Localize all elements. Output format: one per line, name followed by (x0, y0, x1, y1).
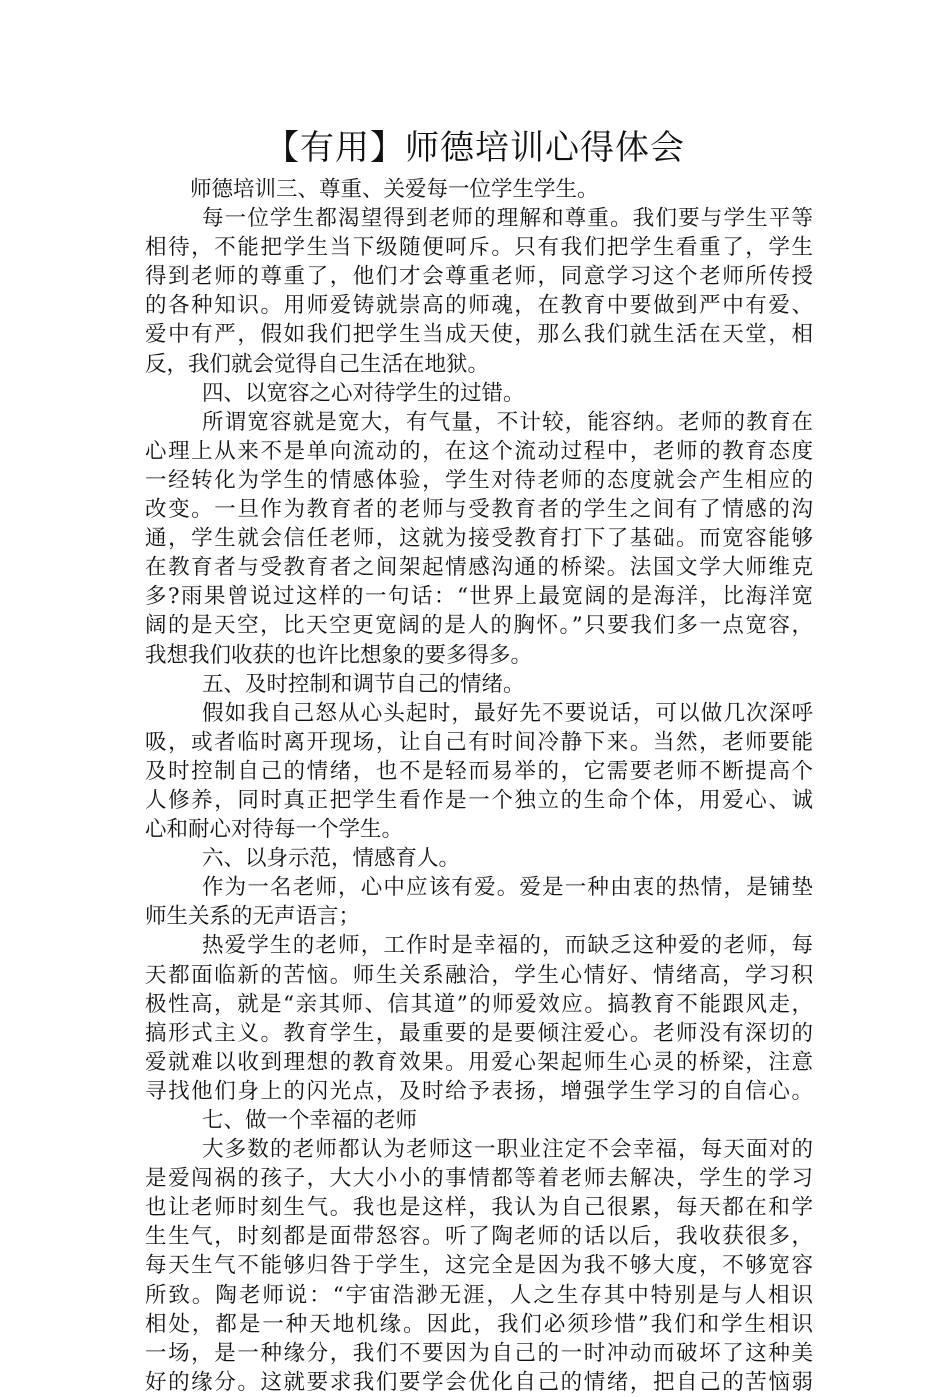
document-body (145, 175, 813, 1397)
text-line: 心理上从来不是单向流动的，在这个流动过程中，老师的教育态度 (145, 438, 813, 464)
text-line: 的各种知识。用师爱铸就崇高的师魂，在教育中要做到严中有爱、 (145, 293, 813, 319)
text-line: 得到老师的尊重了，他们才会尊重老师，同意学习这个老师所传授 (145, 264, 813, 290)
text-line: 大多数的老师都认为老师这一职业注定不会幸福，每天面对的 (202, 1137, 813, 1163)
text-line: 四、以宽容之心对待学生的过错。 (202, 380, 525, 406)
text-line: 相待，不能把学生当下级随便呵斥。只有我们把学生看重了，学生 (145, 235, 813, 261)
text-line: 一场，是一种缘分，我们不要因为自己的一时冲动而破坏了这种美 (145, 1340, 813, 1366)
text-line: 假如我自己怒从心头起时，最好先不要说话，可以做几次深呼 (202, 700, 813, 726)
text-line: 心和耐心对待每一个学生。 (145, 817, 404, 843)
text-line: 极性高，就是“亲其师、信其道”的师爱效应。搞教育不能跟风走， (145, 991, 813, 1017)
text-line: 我想我们收获的也许比想象的要多得多。 (145, 642, 533, 668)
text-line: 通，学生就会信任老师，这就为接受教育打下了基础。而宽容能够 (145, 526, 813, 552)
text-line: 一经转化为学生的情感体验，学生对待老师的态度就会产生相应的 (145, 467, 813, 493)
text-line: 天都面临新的苦恼。师生关系融洽，学生心情好、情绪高，学习积 (145, 962, 813, 988)
text-line: 每一位学生都渴望得到老师的理解和尊重。我们要与学生平等 (202, 206, 813, 232)
text-line: 所谓宽容就是宽大，有气量，不计较，能容纳。老师的教育在 (202, 409, 813, 435)
text-line: 多?雨果曾说过这样的一句话：“世界上最宽阔的是海洋，比海洋宽 (145, 584, 813, 610)
text-line: 作为一名老师，心中应该有爱。爱是一种由衷的热情，是铺垫 (202, 875, 813, 901)
text-line: 相处，都是一种天地机缘。因此，我们必须珍惜”我们和学生相识 (145, 1311, 813, 1337)
text-line: 爱中有严，假如我们把学生当成天使，那么我们就生活在天堂，相 (145, 322, 813, 348)
text-line: 改变。一旦作为教育者的老师与受教育者的学生之间有了情感的沟 (145, 497, 813, 523)
text-line: 生生气，时刻都是面带怒容。听了陶老师的话以后，我收获很多， (145, 1224, 813, 1250)
text-line: 吸，或者临时离开现场，让自己有时间冷静下来。当然，老师要能 (145, 729, 813, 755)
text-line: 也让老师时刻生气。我也是这样，我认为自己很累，每天都在和学 (145, 1195, 813, 1221)
text-line: 七、做一个幸福的老师 (202, 1108, 418, 1133)
text-line: 师德培训三、尊重、关爱每一位学生学生。 (190, 177, 599, 202)
text-line: 反，我们就会觉得自己生活在地狱。 (145, 351, 490, 377)
text-line: 六、以身示范，情感育人。 (202, 846, 461, 872)
text-line: 好的缘分。这就要求我们要学会优化自己的情绪，把自己的苦恼弱 (145, 1369, 813, 1395)
text-line: 及时控制自己的情绪，也不是轻而易举的，它需要老师不断提高个 (145, 758, 813, 784)
document-title: 【有用】师德培训心得体会 (265, 128, 685, 168)
text-line: 师生关系的无声语言； (145, 904, 361, 930)
text-line: 寻找他们身上的闪光点，及时给予表扬，增强学生学习的自信心。 (145, 1078, 813, 1104)
text-line: 五、及时控制和调节自己的情绪。 (202, 671, 525, 697)
text-line: 人修养，同时真正把学生看作是一个独立的生命个体，用爱心、诚 (145, 787, 813, 813)
text-line: 阔的是天空，比天空更宽阔的是人的胸怀。”只要我们多一点宽容， (145, 613, 813, 639)
text-line: 每天生气不能够归咎于学生，这完全是因为我不够大度，不够宽容 (145, 1253, 813, 1279)
text-line: 热爱学生的老师，工作时是幸福的，而缺乏这种爱的老师，每 (202, 933, 813, 959)
text-line: 爱就难以收到理想的教育效果。用爱心架起师生心灵的桥梁，注意 (145, 1049, 813, 1075)
text-line: 是爱闯祸的孩子，大大小小的事情都等着老师去解决，学生的学习 (145, 1166, 813, 1192)
text-line: 搞形式主义。教育学生，最重要的是要倾注爱心。老师没有深切的 (145, 1020, 813, 1046)
text-line: 所致。陶老师说：“宇宙浩渺无涯，人之生存其中特别是与人相识 (145, 1282, 813, 1308)
text-line: 在教育者与受教育者之间架起情感沟通的桥梁。法国文学大师维克 (145, 555, 813, 581)
